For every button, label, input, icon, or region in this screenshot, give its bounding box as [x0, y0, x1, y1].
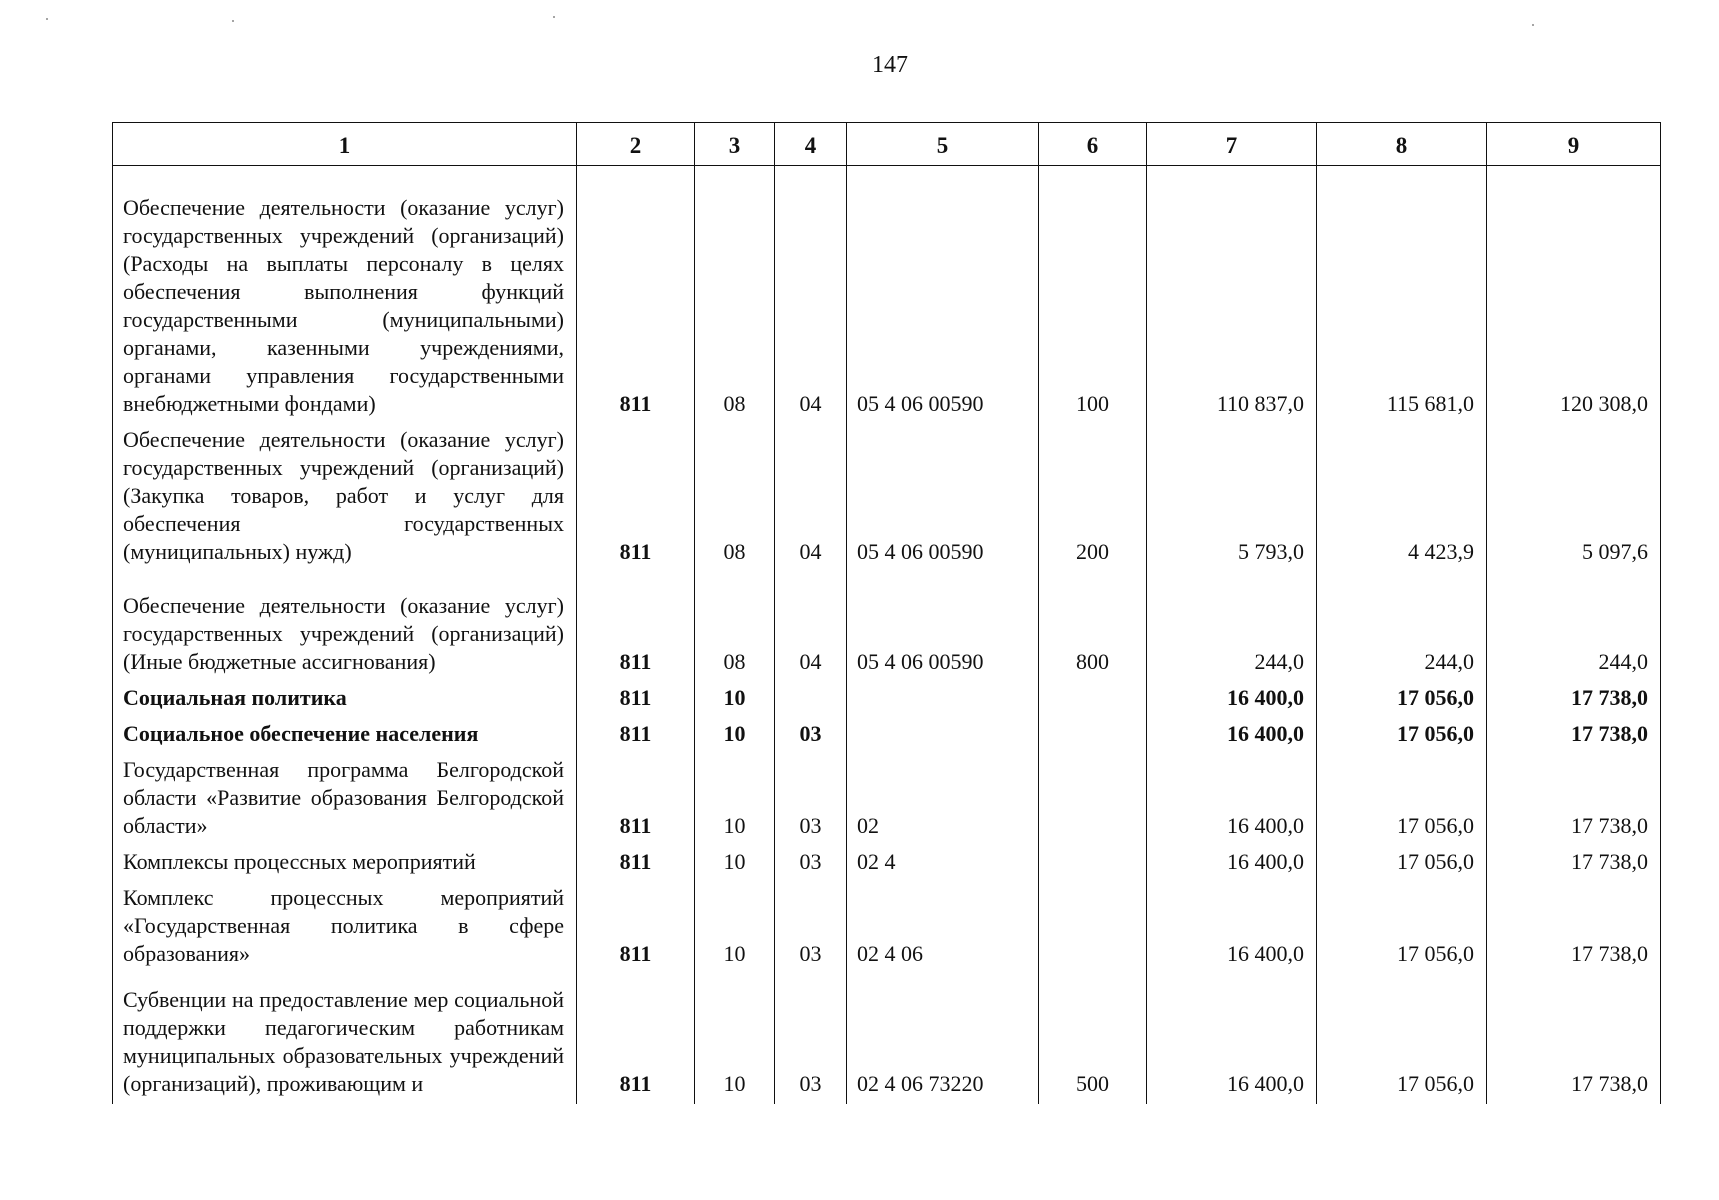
table-row: [113, 754, 1661, 846]
row-expense-type-cell: 500: [1039, 974, 1147, 1104]
row-expense-type-cell: 100: [1039, 166, 1147, 424]
header-col-4: 4: [775, 123, 847, 166]
row-amount-col7-cell: 110 837,0: [1147, 166, 1317, 424]
budget-table: [112, 122, 1661, 1104]
row-section-code-cell: 811: [577, 882, 695, 974]
row-section-code-cell: 811: [577, 974, 695, 1104]
row-section-code-cell: 811: [577, 718, 695, 754]
header-row: [113, 123, 1661, 166]
row-name-cell: Обеспечение деятельности (оказание услуг) государственных учреждений (организаций) (Иные бюджетные ассигнования): [113, 572, 577, 682]
header-col-9: 9: [1487, 123, 1661, 166]
row-subchapter-cell: 03: [775, 754, 847, 846]
row-target-code-cell: 02: [847, 754, 1039, 846]
row-name-cell: Комплекс процессных мероприятий «Государственная политика в сфере образования»: [113, 882, 577, 974]
row-amount-col7-cell: 5 793,0: [1147, 424, 1317, 572]
row-chapter-cell: 10: [695, 846, 775, 882]
scan-speck: [553, 16, 555, 18]
row-amount-col9-cell: 17 738,0: [1487, 718, 1661, 754]
row-amount-col9-cell: 17 738,0: [1487, 846, 1661, 882]
row-target-code-cell: 02 4 06 73220: [847, 974, 1039, 1104]
row-expense-type-cell: [1039, 718, 1147, 754]
row-amount-col8-cell: 17 056,0: [1317, 682, 1487, 718]
table-body: [113, 166, 1661, 1104]
row-chapter-cell: 08: [695, 166, 775, 424]
row-subchapter-cell: 04: [775, 424, 847, 572]
row-expense-type-cell: [1039, 846, 1147, 882]
row-target-code-cell: [847, 718, 1039, 754]
row-amount-col7-cell: 16 400,0: [1147, 846, 1317, 882]
row-amount-col8-cell: 17 056,0: [1317, 882, 1487, 974]
row-amount-col9-cell: 17 738,0: [1487, 754, 1661, 846]
row-amount-col8-cell: 115 681,0: [1317, 166, 1487, 424]
table-row: [113, 424, 1661, 572]
row-chapter-cell: 10: [695, 974, 775, 1104]
row-target-code-cell: 05 4 06 00590: [847, 424, 1039, 572]
row-expense-type-cell: [1039, 754, 1147, 846]
row-amount-col8-cell: 17 056,0: [1317, 718, 1487, 754]
row-amount-col7-cell: 244,0: [1147, 572, 1317, 682]
row-name-cell: Социальная политика: [113, 682, 577, 718]
row-target-code-cell: 05 4 06 00590: [847, 166, 1039, 424]
row-chapter-cell: 08: [695, 572, 775, 682]
row-subchapter-cell: 04: [775, 572, 847, 682]
row-expense-type-cell: 200: [1039, 424, 1147, 572]
row-expense-type-cell: 800: [1039, 572, 1147, 682]
row-name-cell: Комплексы процессных мероприятий: [113, 846, 577, 882]
row-subchapter-cell: 03: [775, 974, 847, 1104]
table-row: [113, 166, 1661, 424]
row-amount-col7-cell: 16 400,0: [1147, 882, 1317, 974]
row-amount-col7-cell: 16 400,0: [1147, 718, 1317, 754]
row-amount-col9-cell: 17 738,0: [1487, 682, 1661, 718]
row-expense-type-cell: [1039, 882, 1147, 974]
row-name-cell: Обеспечение деятельности (оказание услуг) государственных учреждений (организаций) (Закупка товаров, работ и услуг для обеспечения государственных (муниципальных) нужд): [113, 424, 577, 572]
header-col-8: 8: [1317, 123, 1487, 166]
row-target-code-cell: 05 4 06 00590: [847, 572, 1039, 682]
row-target-code-cell: 02 4 06: [847, 882, 1039, 974]
row-amount-col8-cell: 4 423,9: [1317, 424, 1487, 572]
row-target-code-cell: 02 4: [847, 846, 1039, 882]
table-row: [113, 974, 1661, 1104]
row-chapter-cell: 10: [695, 882, 775, 974]
row-amount-col7-cell: 16 400,0: [1147, 974, 1317, 1104]
row-section-code-cell: 811: [577, 682, 695, 718]
row-subchapter-cell: 03: [775, 882, 847, 974]
row-section-code-cell: 811: [577, 424, 695, 572]
table-row: [113, 882, 1661, 974]
header-col-2: 2: [577, 123, 695, 166]
row-chapter-cell: 10: [695, 718, 775, 754]
header-col-7: 7: [1147, 123, 1317, 166]
row-section-code-cell: 811: [577, 846, 695, 882]
row-amount-col8-cell: 17 056,0: [1317, 846, 1487, 882]
table-row: [113, 572, 1661, 682]
table-row: [113, 682, 1661, 718]
table-row: [113, 846, 1661, 882]
row-name-cell: Обеспечение деятельности (оказание услуг) государственных учреждений (организаций) (Расходы на выплаты персоналу в целях обеспечения выполнения функций государственными (муниципальными) органами, казенными учреждениями, органами управления государственными внебюджетными фондами): [113, 166, 577, 424]
row-amount-col9-cell: 17 738,0: [1487, 974, 1661, 1104]
row-subchapter-cell: 04: [775, 166, 847, 424]
page-number: 147: [872, 52, 908, 78]
row-chapter-cell: 10: [695, 754, 775, 846]
row-chapter-cell: 10: [695, 682, 775, 718]
row-amount-col9-cell: 17 738,0: [1487, 882, 1661, 974]
row-amount-col8-cell: 17 056,0: [1317, 754, 1487, 846]
row-name-cell: Социальное обеспечение населения: [113, 718, 577, 754]
scan-speck: [46, 18, 48, 20]
row-subchapter-cell: [775, 682, 847, 718]
row-name-cell: Государственная программа Белгородской области «Развитие образования Белгородской области»: [113, 754, 577, 846]
row-target-code-cell: [847, 682, 1039, 718]
header-col-6: 6: [1039, 123, 1147, 166]
header-col-5: 5: [847, 123, 1039, 166]
header-col-3: 3: [695, 123, 775, 166]
row-amount-col7-cell: 16 400,0: [1147, 682, 1317, 718]
table-row: [113, 718, 1661, 754]
row-chapter-cell: 08: [695, 424, 775, 572]
row-amount-col9-cell: 5 097,6: [1487, 424, 1661, 572]
row-amount-col9-cell: 120 308,0: [1487, 166, 1661, 424]
row-subchapter-cell: 03: [775, 718, 847, 754]
row-amount-col7-cell: 16 400,0: [1147, 754, 1317, 846]
row-amount-col8-cell: 17 056,0: [1317, 974, 1487, 1104]
row-amount-col9-cell: 244,0: [1487, 572, 1661, 682]
row-section-code-cell: 811: [577, 166, 695, 424]
header-col-1: 1: [113, 123, 577, 166]
row-name-cell: Субвенции на предоставление мер социальной поддержки педагогическим работникам муниципальных образовательных учреждений (организаций), проживающим и: [113, 974, 577, 1104]
row-amount-col8-cell: 244,0: [1317, 572, 1487, 682]
scan-speck: [232, 20, 234, 22]
row-expense-type-cell: [1039, 682, 1147, 718]
row-section-code-cell: 811: [577, 572, 695, 682]
row-subchapter-cell: 03: [775, 846, 847, 882]
scan-speck: [1532, 24, 1534, 26]
row-section-code-cell: 811: [577, 754, 695, 846]
